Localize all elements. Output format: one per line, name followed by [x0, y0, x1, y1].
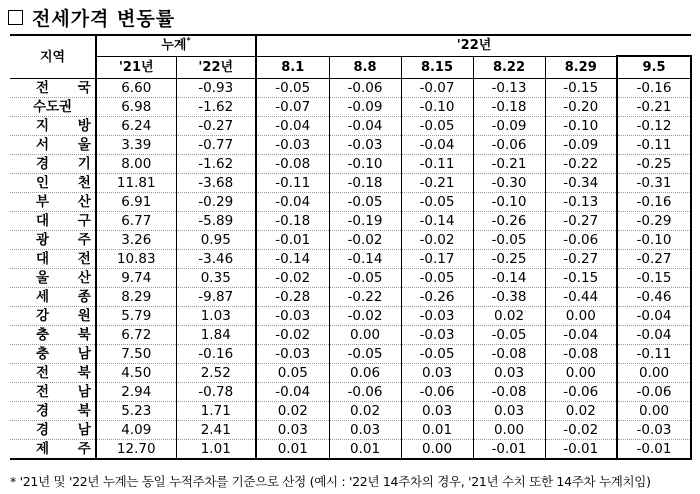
table-row — [10, 307, 691, 326]
value-cell: -0.27 — [176, 117, 256, 136]
value-cell: 6.98 — [96, 98, 176, 117]
value-cell: 0.06 — [329, 364, 401, 383]
value-cell: -0.31 — [617, 174, 691, 193]
table-row — [10, 440, 691, 460]
value-cell: -0.04 — [617, 307, 691, 326]
value-cell: -0.07 — [401, 79, 473, 98]
value-cell: 6.77 — [96, 212, 176, 231]
value-cell: -0.22 — [545, 155, 617, 174]
value-cell: -0.02 — [545, 421, 617, 440]
value-cell: 0.35 — [176, 269, 256, 288]
value-cell: -0.04 — [401, 136, 473, 155]
value-cell: 6.91 — [96, 193, 176, 212]
value-cell: -0.27 — [545, 212, 617, 231]
value-cell: -0.06 — [473, 136, 545, 155]
value-cell: -0.02 — [256, 269, 329, 288]
value-cell: 1.84 — [176, 326, 256, 345]
value-cell: 0.03 — [256, 421, 329, 440]
value-cell: -0.03 — [256, 345, 329, 364]
value-cell: -0.44 — [545, 288, 617, 307]
header-cumulative: 누계* — [96, 35, 256, 56]
value-cell: 6.24 — [96, 117, 176, 136]
value-cell: -0.27 — [545, 250, 617, 269]
value-cell: -0.04 — [545, 326, 617, 345]
value-cell: -0.10 — [545, 117, 617, 136]
value-cell: -0.05 — [401, 117, 473, 136]
value-cell: -0.05 — [401, 269, 473, 288]
value-cell: -0.14 — [473, 269, 545, 288]
value-cell: -0.77 — [176, 136, 256, 155]
region-cell: 수도권 — [32, 99, 73, 115]
value-cell: -0.09 — [329, 98, 401, 117]
value-cell: 1.03 — [176, 307, 256, 326]
header-week-3: 8.15 — [401, 56, 473, 79]
region-cell: 제 주 — [36, 441, 103, 457]
value-cell: -0.16 — [617, 193, 691, 212]
value-cell: 0.05 — [256, 364, 329, 383]
value-cell: 9.74 — [96, 269, 176, 288]
value-cell: -0.06 — [545, 383, 617, 402]
value-cell: 2.52 — [176, 364, 256, 383]
value-cell: -0.04 — [617, 326, 691, 345]
value-cell: 0.00 — [545, 364, 617, 383]
value-cell: -0.01 — [545, 440, 617, 460]
value-cell: 3.39 — [96, 136, 176, 155]
value-cell: -0.10 — [401, 98, 473, 117]
value-cell: 6.60 — [96, 79, 176, 98]
table-row — [10, 269, 691, 288]
value-cell: -0.03 — [329, 136, 401, 155]
value-cell: -0.10 — [617, 231, 691, 250]
region-cell: 전 남 — [36, 384, 103, 400]
region-cell: 전 국 — [36, 80, 103, 96]
value-cell: -0.05 — [329, 345, 401, 364]
value-cell: -0.05 — [401, 345, 473, 364]
value-cell: -0.34 — [545, 174, 617, 193]
value-cell: -0.02 — [329, 231, 401, 250]
value-cell: 1.01 — [176, 440, 256, 460]
value-cell: -0.18 — [473, 98, 545, 117]
value-cell: -3.68 — [176, 174, 256, 193]
region-cell: 경 남 — [36, 422, 103, 438]
value-cell: -0.03 — [256, 307, 329, 326]
value-cell: 0.00 — [545, 307, 617, 326]
region-cell: 강 원 — [36, 308, 103, 324]
table-row — [10, 250, 691, 269]
value-cell: -5.89 — [176, 212, 256, 231]
value-cell: 4.50 — [96, 364, 176, 383]
value-cell: -0.02 — [256, 326, 329, 345]
value-cell: -0.05 — [473, 231, 545, 250]
value-cell: -0.20 — [545, 98, 617, 117]
value-cell: -1.62 — [176, 155, 256, 174]
value-cell: -0.11 — [401, 155, 473, 174]
jeonse-price-change-table — [10, 34, 692, 460]
value-cell: -0.22 — [329, 288, 401, 307]
value-cell: -0.09 — [473, 117, 545, 136]
value-cell: -0.06 — [545, 231, 617, 250]
value-cell: -0.13 — [545, 193, 617, 212]
table-row — [10, 288, 691, 307]
region-cell: 대 구 — [36, 213, 103, 229]
table-row — [10, 98, 691, 117]
header-col-22: '22년 — [176, 56, 256, 79]
value-cell: 0.03 — [401, 402, 473, 421]
value-cell: -0.11 — [617, 136, 691, 155]
region-cell: 세 종 — [36, 289, 103, 305]
table-row — [10, 155, 691, 174]
value-cell: 10.83 — [96, 250, 176, 269]
value-cell: -0.11 — [617, 345, 691, 364]
value-cell: -0.15 — [545, 79, 617, 98]
value-cell: 0.02 — [256, 402, 329, 421]
value-cell: -0.27 — [617, 250, 691, 269]
value-cell: -0.05 — [473, 326, 545, 345]
value-cell: -0.21 — [473, 155, 545, 174]
value-cell: -0.30 — [473, 174, 545, 193]
region-cell: 충 남 — [36, 346, 103, 362]
value-cell: -0.15 — [545, 269, 617, 288]
page-title-text: 전세가격 변동률 — [32, 7, 176, 30]
value-cell: -0.12 — [617, 117, 691, 136]
region-cell: 경 기 — [36, 156, 103, 172]
value-cell: -1.62 — [176, 98, 256, 117]
value-cell: 0.01 — [401, 421, 473, 440]
table-row — [10, 364, 691, 383]
value-cell: 2.94 — [96, 383, 176, 402]
table-body — [10, 79, 691, 460]
value-cell: -0.01 — [617, 440, 691, 460]
value-cell: -0.03 — [617, 421, 691, 440]
region-cell: 경 북 — [36, 403, 103, 419]
value-cell: -0.07 — [256, 98, 329, 117]
value-cell: 0.01 — [329, 440, 401, 460]
value-cell: 0.00 — [329, 326, 401, 345]
value-cell: 0.01 — [256, 440, 329, 460]
region-cell: 전 북 — [36, 365, 103, 381]
value-cell: 0.03 — [329, 421, 401, 440]
value-cell: -0.04 — [256, 117, 329, 136]
value-cell: -0.08 — [473, 345, 545, 364]
value-cell: 11.81 — [96, 174, 176, 193]
header-week-2: 8.8 — [329, 56, 401, 79]
value-cell: -0.03 — [401, 326, 473, 345]
value-cell: -0.25 — [617, 155, 691, 174]
value-cell: -0.03 — [401, 307, 473, 326]
table-row — [10, 326, 691, 345]
header-col-21: '21년 — [96, 56, 176, 79]
value-cell: -0.93 — [176, 79, 256, 98]
region-cell: 지 방 — [36, 118, 103, 134]
value-cell: -0.04 — [256, 193, 329, 212]
header-region: 지역 — [10, 35, 96, 79]
value-cell: 0.00 — [617, 364, 691, 383]
table-row — [10, 79, 691, 98]
value-cell: -0.14 — [329, 250, 401, 269]
region-cell: 서 울 — [36, 137, 103, 153]
value-cell: -0.21 — [401, 174, 473, 193]
value-cell: 0.03 — [473, 364, 545, 383]
value-cell: 2.41 — [176, 421, 256, 440]
value-cell: -0.06 — [401, 383, 473, 402]
value-cell: -0.14 — [256, 250, 329, 269]
value-cell: 1.71 — [176, 402, 256, 421]
value-cell: -0.04 — [329, 117, 401, 136]
page-title — [8, 4, 175, 30]
value-cell: 0.00 — [401, 440, 473, 460]
value-cell: -0.29 — [617, 212, 691, 231]
value-cell: -0.13 — [473, 79, 545, 98]
value-cell: 3.26 — [96, 231, 176, 250]
table-row — [10, 136, 691, 155]
region-cell: 인 천 — [36, 175, 103, 191]
value-cell: -0.03 — [256, 136, 329, 155]
value-cell: -0.28 — [256, 288, 329, 307]
value-cell: -0.05 — [401, 193, 473, 212]
value-cell: -0.08 — [473, 383, 545, 402]
value-cell: -0.11 — [256, 174, 329, 193]
table-row — [10, 402, 691, 421]
value-cell: -0.02 — [401, 231, 473, 250]
value-cell: 4.09 — [96, 421, 176, 440]
value-cell: -0.26 — [473, 212, 545, 231]
header-year-group: '22년 — [256, 35, 691, 56]
value-cell: -0.08 — [256, 155, 329, 174]
value-cell: -0.08 — [545, 345, 617, 364]
value-cell: 0.95 — [176, 231, 256, 250]
table-row — [10, 421, 691, 440]
value-cell: 0.02 — [473, 307, 545, 326]
value-cell: 0.02 — [545, 402, 617, 421]
header-week-5: 8.29 — [545, 56, 617, 79]
value-cell: 7.50 — [96, 345, 176, 364]
table-row — [10, 193, 691, 212]
header-week-4: 8.22 — [473, 56, 545, 79]
value-cell: -0.10 — [473, 193, 545, 212]
value-cell: -0.26 — [401, 288, 473, 307]
value-cell: -0.16 — [176, 345, 256, 364]
value-cell: -0.17 — [401, 250, 473, 269]
value-cell: -0.06 — [329, 79, 401, 98]
region-cell: 대 전 — [36, 251, 103, 267]
region-cell: 광 주 — [36, 232, 103, 248]
checkbox-square-icon — [8, 10, 23, 25]
value-cell: -0.06 — [617, 383, 691, 402]
value-cell: -0.18 — [256, 212, 329, 231]
value-cell: -0.05 — [329, 193, 401, 212]
value-cell: 5.23 — [96, 402, 176, 421]
footnote: * '21년 및 '22년 누계는 동일 누적주차를 기준으로 산정 (예시 : '22년 14주차의 경우, '21년 수치 또한 14주차 누계치임) — [10, 474, 651, 489]
value-cell: -0.25 — [473, 250, 545, 269]
table-row — [10, 231, 691, 250]
value-cell: -0.18 — [329, 174, 401, 193]
value-cell: -0.04 — [256, 383, 329, 402]
value-cell: 6.72 — [96, 326, 176, 345]
table-row — [10, 212, 691, 231]
value-cell: -0.14 — [401, 212, 473, 231]
region-cell: 부 산 — [36, 194, 103, 210]
value-cell: -0.06 — [329, 383, 401, 402]
value-cell: 0.00 — [473, 421, 545, 440]
value-cell: -0.01 — [473, 440, 545, 460]
value-cell: -0.19 — [329, 212, 401, 231]
value-cell: 5.79 — [96, 307, 176, 326]
value-cell: -9.87 — [176, 288, 256, 307]
value-cell: -0.78 — [176, 383, 256, 402]
value-cell: -0.02 — [329, 307, 401, 326]
table-row — [10, 174, 691, 193]
value-cell: 8.00 — [96, 155, 176, 174]
value-cell: 0.03 — [473, 402, 545, 421]
header-week-1: 8.1 — [256, 56, 329, 79]
region-cell: 충 북 — [36, 327, 103, 343]
region-cell: 울 산 — [36, 270, 103, 286]
table-row — [10, 345, 691, 364]
value-cell: 0.03 — [401, 364, 473, 383]
value-cell: -0.15 — [617, 269, 691, 288]
value-cell: -0.10 — [329, 155, 401, 174]
value-cell: 12.70 — [96, 440, 176, 460]
value-cell: -0.05 — [256, 79, 329, 98]
value-cell: 8.29 — [96, 288, 176, 307]
value-cell: -0.38 — [473, 288, 545, 307]
value-cell: -0.05 — [329, 269, 401, 288]
value-cell: -3.46 — [176, 250, 256, 269]
value-cell: 0.00 — [617, 402, 691, 421]
value-cell: -0.16 — [617, 79, 691, 98]
value-cell: -0.46 — [617, 288, 691, 307]
table-row — [10, 383, 691, 402]
value-cell: -0.21 — [617, 98, 691, 117]
value-cell: -0.01 — [256, 231, 329, 250]
value-cell: 0.02 — [329, 402, 401, 421]
value-cell: -0.09 — [545, 136, 617, 155]
table-row — [10, 117, 691, 136]
value-cell: -0.29 — [176, 193, 256, 212]
header-week-6: 9.5 — [617, 56, 691, 79]
